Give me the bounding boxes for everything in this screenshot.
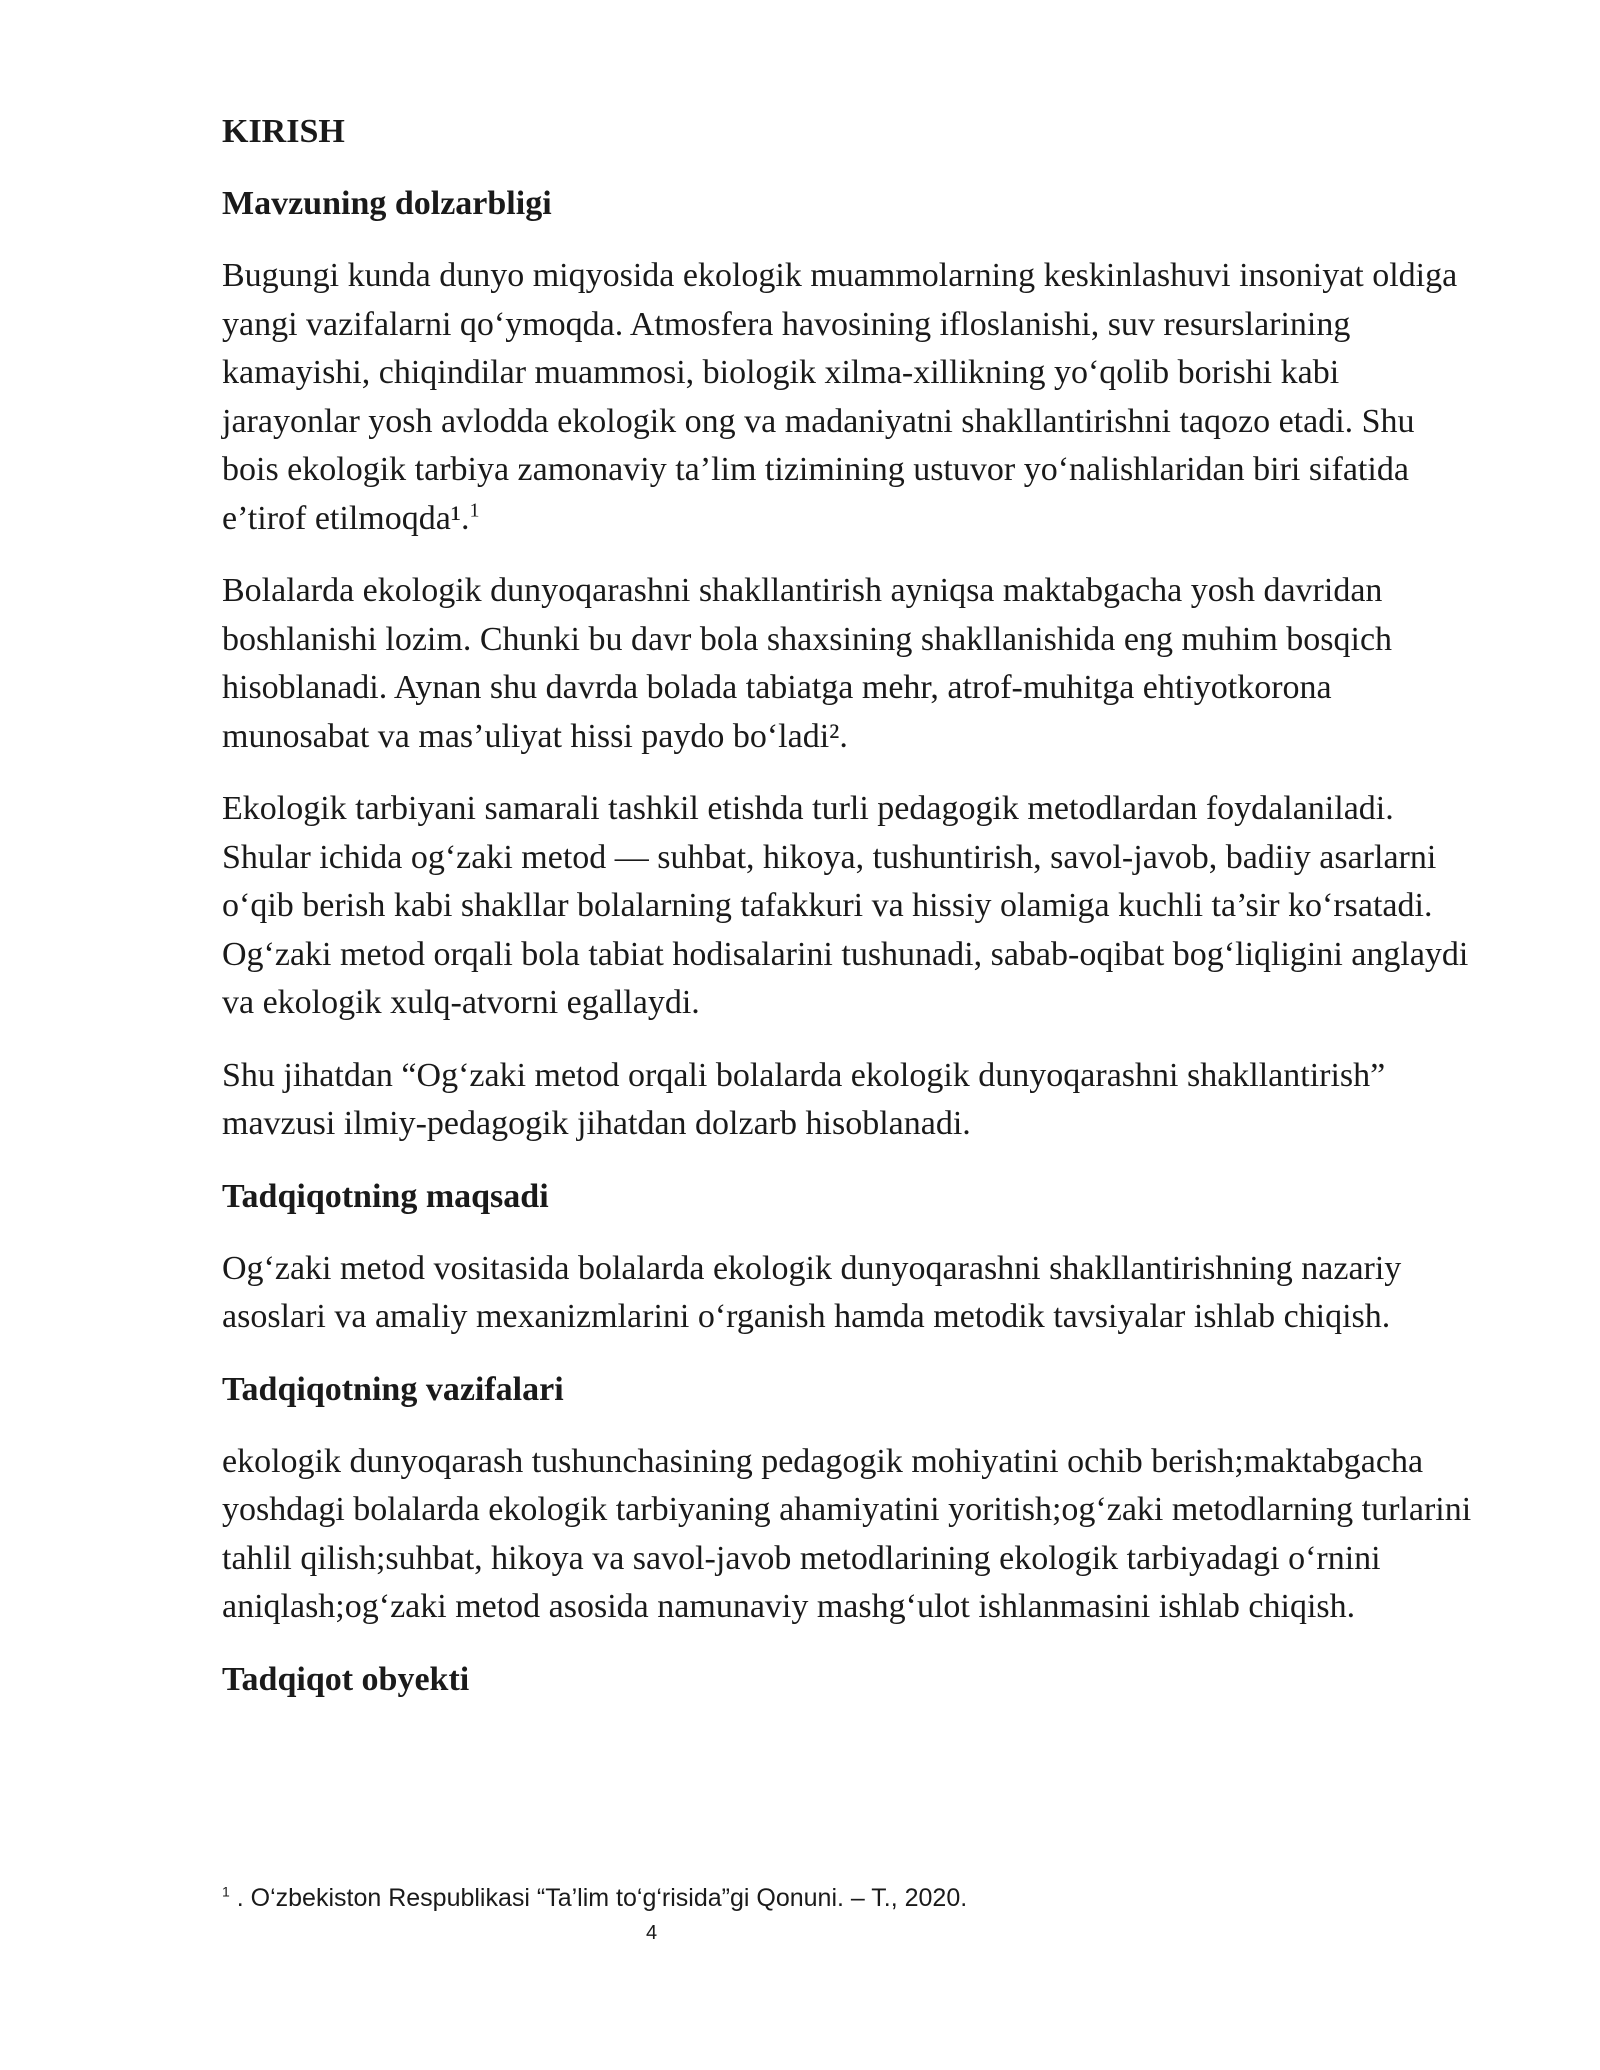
section-heading-relevance: Mavzuning dolzarbligi xyxy=(222,185,552,222)
section-heading-tasks: Tadqiqotning vazifalari xyxy=(222,1370,564,1408)
footnote xyxy=(222,1882,967,1914)
paragraph-tasks: ekologik dunyoqarash tushunchasining pedagogik mohiyatini ochib berish;maktabgacha yoshdagi bolalarda ekologik tarbiyaning ahamiyatini yoritish;og‘zaki metodlarning turlarini tahlil qilish;suhbat, hikoya va savol-javob metodlarining ekologik tarbiyadagi o‘rnini aniqlash;og‘zaki metod asosida namunaviy mashg‘ulot ishlanmasini ishlab chiqish. xyxy=(222,1442,1472,1625)
page-number: 4 xyxy=(646,1922,658,1944)
paragraph-goal: Og‘zaki metod vositasida bolalarda ekologik dunyoqarashni shakllantirishning nazariy asoslari va amaliy mexanizmlarini o‘rganish hamda metodik tavsiyalar ishlab chiqish. xyxy=(222,1249,1402,1335)
footnote-reference[interactable]: 1 xyxy=(469,499,480,522)
paragraph-text: Bugungi kunda dunyo miqyosida ekologik muammolarning keskinlashuvi insoniyat oldiga yangi vazifalarni qo‘ymoqda. Atmosfera havosining ifloslanishi, suv resurslarining kamayishi, chiqindilar muammosi, biologik xilma-xillikning yo‘qolib borishi kabi jarayonlar yosh avlodda ekologik ong va madaniyatni shakllantirishni taqozo etadi. Shu bois ekologik tarbiya zamonaviy ta’lim tizimining ustuvor yo‘nalishlaridan biri sifatida e’tirof etilmoqda¹. xyxy=(222,257,1458,537)
paragraph-relevance-3: Ekologik tarbiyani samarali tashkil etishda turli pedagogik metodlardan foydalaniladi. Shular ichida og‘zaki metod — suhbat, hikoya, tushuntirish, savol-javob, badiiy asarlarni o‘qib berish kabi shakllar bolalarning tafakkuri va hissiy olamiga kuchli ta’sir ko‘rsatadi. Og‘zaki metod orqali bola tabiat hodisalarini tushunadi, sabab-oqibat bog‘liqligini anglaydi va ekologik xulq-atvorni egallaydi. xyxy=(222,790,1469,1021)
paragraph-relevance-2: Bolalarda ekologik dunyoqarashni shakllantirish ayniqsa maktabgacha yosh davridan boshlanishi lozim. Chunki bu davr bola shaxsining shakllanishida eng muhim bosqich hisoblanadi. Aynan shu davrda bolada tabiatga mehr, atrof-muhitga ehtiyotkorona munosabat va mas’uliyat hissi paydo bo‘ladi². xyxy=(222,572,1393,755)
section-heading-object: Tadqiqot obyekti xyxy=(222,1660,470,1698)
paragraph-relevance-4: Shu jihatdan “Og‘zaki metod orqali bolalarda ekologik dunyoqarashni shakllantirish” mavzusi ilmiy-pedagogik jihatdan dolzarb hisoblanadi. xyxy=(222,1056,1386,1142)
document-page xyxy=(222,108,1472,1704)
footnote-mark: 1 xyxy=(222,1883,230,1900)
footnote-text: . O‘zbekiston Respublikasi “Ta’lim to‘g‘risida”gi Qonuni. – T., 2020. xyxy=(236,1884,968,1912)
section-heading-goal: Tadqiqotning maqsadi xyxy=(222,1177,549,1215)
paragraph-relevance-1 xyxy=(222,252,1472,543)
chapter-heading: KIRISH xyxy=(222,113,345,150)
